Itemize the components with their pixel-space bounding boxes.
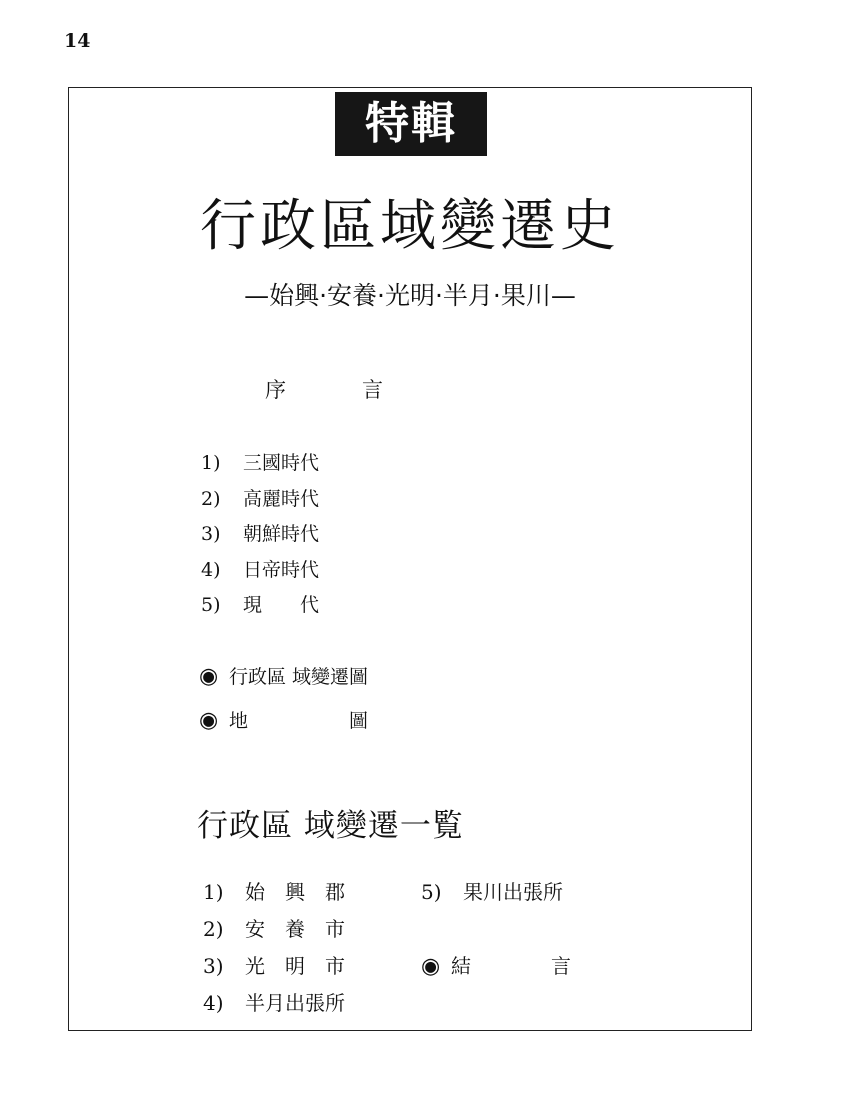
chapter-list (201, 446, 319, 624)
page-number: 14 (64, 30, 91, 52)
list-item: 3) 光 明 市 (203, 954, 345, 978)
preface-char-1: 序 (265, 378, 286, 402)
bullet-icon: ◉ (199, 708, 219, 733)
list-item: 2) 高麗時代 (201, 487, 320, 510)
feature-badge: 特輯 (335, 92, 487, 156)
preface-char-2: 言 (362, 378, 383, 402)
feature-frame (68, 87, 752, 1031)
list-item: 1) 始 興 郡 (203, 880, 345, 904)
list-item: 5) 果川出張所 (421, 880, 563, 904)
list-item: 3) 朝鮮時代 (201, 523, 320, 545)
list-item: ◉ 地 圖 (199, 699, 368, 743)
list-item: ◉ 行政區 域變遷圖 (199, 655, 368, 699)
list-item: 1) 三國時代 (201, 452, 320, 474)
conclusion-item: ◉ 結 言 (421, 948, 571, 985)
preface-heading (265, 376, 383, 404)
bullet-list (199, 655, 368, 743)
main-title: 行政區域變遷史 (200, 194, 620, 259)
section-title: 行政區 域變遷一覧 (197, 808, 464, 844)
list-item: 5) 現 代 (201, 594, 320, 616)
list-item: 4) 日帝時代 (201, 558, 320, 581)
subtitle: —始興·安養·光明·半月·果川— (244, 281, 576, 310)
list-item: 4) 半月出張所 (203, 991, 345, 1015)
bullet-icon: ◉ (199, 664, 219, 689)
overview-list-left (203, 874, 345, 1022)
list-item: 2) 安 養 市 (203, 917, 345, 941)
overview-list-right (421, 874, 571, 985)
bullet-icon: ◉ (421, 954, 441, 979)
